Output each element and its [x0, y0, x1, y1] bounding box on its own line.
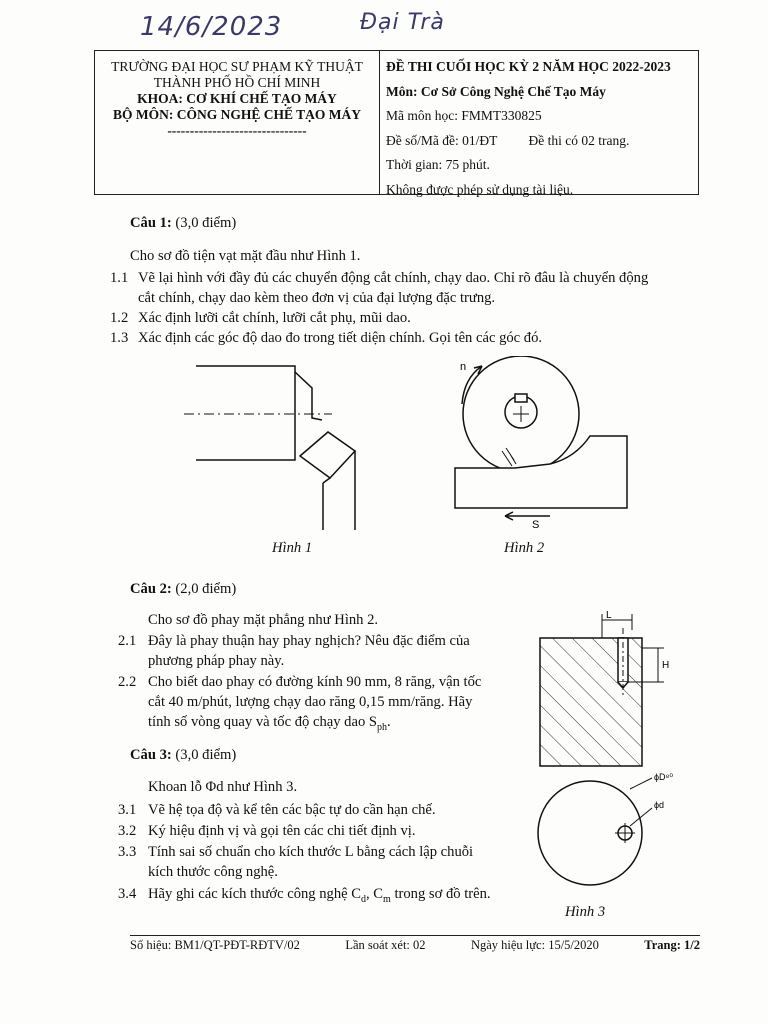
- fig2-s-label: S: [532, 519, 540, 531]
- figure-3-diagram: [520, 606, 690, 906]
- q3-item-text: Ký hiệu định vị và gọi tên các chi tiết định vị.: [148, 823, 416, 839]
- fig3-L-label: L: [606, 610, 612, 621]
- figure-3-caption: Hình 3: [565, 904, 606, 920]
- exam-info: [380, 51, 698, 197]
- form-code: Số hiệu: BM1/QT-PĐT-RĐTV/02: [130, 938, 300, 952]
- handwritten-date: 14/6/2023: [140, 12, 283, 42]
- school-info: [95, 51, 380, 194]
- q3-item-text: Vẽ hệ tọa độ và kể tên các bậc tự do cần hạn chế.: [148, 802, 436, 818]
- q1-item-text: Xác định các góc độ dao đo trong tiết diện chính. Gọi tên các góc đó.: [138, 330, 543, 346]
- q2-item-num: 2.2: [118, 674, 137, 690]
- page-number: Trang: 1/2: [644, 938, 700, 952]
- q2-item-text-last: tính số vòng quay và tốc độ chạy dao $S_{ph}$.: [148, 714, 391, 733]
- q3-item-num: 3.4: [118, 886, 137, 902]
- figure-1-diagram: [180, 358, 380, 538]
- exam-title: ĐỀ THI CUỐI HỌC KỲ 2 NĂM HỌC 2022-2023: [386, 59, 671, 74]
- time-limit: Thời gian: 75 phút.: [386, 157, 490, 172]
- department: BỘ MÔN: CÔNG NGHỆ CHẾ TẠO MÁY: [112, 107, 361, 122]
- q1-item-num: 1.2: [110, 310, 129, 326]
- question-2-points: (2,0 điểm): [175, 581, 237, 597]
- school-name: TRƯỜNG ĐẠI HỌC SƯ PHẠM KỸ THUẬT: [111, 59, 363, 74]
- exam-number: Đề số/Mã đề: 01/ĐT: [386, 132, 498, 148]
- divider-dashes: -------------------------------: [167, 123, 307, 138]
- q3-item-text: Tính sai số chuẩn cho kích thước L bằng cách lập chuỗi: [148, 844, 474, 860]
- q2-item-num: 2.1: [118, 633, 137, 649]
- question-1-intro: Cho sơ đồ tiện vạt mặt đầu như Hình 1.: [130, 248, 361, 264]
- q1-item-num: 1.3: [110, 330, 129, 346]
- workpiece-outline: [196, 366, 295, 460]
- review-number: Lần soát xét: 02: [345, 938, 426, 952]
- q2-item-text: Cho biết dao phay có đường kính 90 mm, 8 răng, vận tốc: [148, 674, 482, 690]
- figure-2-diagram: [440, 356, 640, 536]
- material-rule: Không được phép sử dụng tài liệu.: [386, 181, 574, 197]
- fig2-n-label: n: [460, 361, 467, 373]
- subject-code: Mã môn học: FMMT330825: [386, 108, 542, 123]
- q3-item-num: 3.1: [118, 802, 137, 818]
- workpiece-block: [455, 436, 627, 508]
- page-footer: [130, 935, 700, 953]
- faculty: KHOA: CƠ KHÍ CHẾ TẠO MÁY: [137, 91, 337, 106]
- exam-header: [94, 50, 699, 195]
- figure-1-caption: Hình 1: [272, 540, 313, 556]
- question-1-heading: [130, 213, 236, 234]
- question-3-title: Câu 3:: [130, 747, 172, 763]
- figure-2-caption: Hình 2: [504, 540, 545, 556]
- workpiece-step: [295, 372, 322, 420]
- q3-item-num: 3.2: [118, 823, 137, 839]
- question-2-intro: Cho sơ đồ phay mặt phẳng như Hình 2.: [148, 612, 379, 628]
- q1-item-num: 1.1: [110, 270, 129, 286]
- fig3-H-label: H: [662, 660, 670, 671]
- exam-number-row: [386, 129, 698, 154]
- q1-item-text: cắt chính, chạy dao kèm theo đơn vị của đại lượng đặc trưng.: [138, 290, 496, 306]
- keyway: [515, 394, 527, 402]
- question-3-points: (3,0 điểm): [175, 747, 237, 763]
- question-3-heading: [130, 745, 236, 766]
- question-2-title: Câu 2:: [130, 581, 172, 597]
- fig3-D-label: ϕD⁸⁰: [654, 772, 673, 782]
- page-count: Đề thi có 02 trang.: [528, 132, 630, 148]
- q1-item-text: Xác định lưỡi cắt chính, lưỡi cắt phụ, mũi dao.: [138, 310, 411, 326]
- question-3-intro: Khoan lỗ Φd như Hình 3.: [148, 779, 298, 795]
- question-1-title: Câu 1:: [130, 215, 172, 231]
- subject: Môn: Cơ Sở Công Nghệ Chế Tạo Máy: [386, 83, 606, 99]
- school-city: THÀNH PHỐ HỒ CHÍ MINH: [153, 75, 321, 90]
- q2-item-text: Đây là phay thuận hay phay nghịch? Nêu đặc điểm của: [148, 633, 470, 649]
- q3-item-num: 3.3: [118, 844, 137, 860]
- q2-item-text: phương pháp phay này.: [148, 653, 285, 669]
- q3-item-text-last: Hãy ghi các kích thước công nghệ $C_d$, $C_m$ trong sơ đồ trên.: [148, 886, 491, 905]
- tool-tip: [300, 432, 355, 478]
- question-1-points: (3,0 điểm): [175, 215, 237, 231]
- question-2-heading: [130, 579, 236, 600]
- tool-shank: [323, 451, 355, 530]
- q2-item-text: cắt 40 m/phút, lượng chạy dao răng 0,15 mm/răng. Hãy: [148, 694, 473, 710]
- q3-item-text: kích thước công nghệ.: [148, 864, 278, 880]
- effective-date: Ngày hiệu lực: 15/5/2020: [470, 938, 599, 952]
- fig3-d-label: ϕd: [654, 800, 665, 810]
- q1-item-text: Vẽ lại hình với đầy đủ các chuyển động cắt chính, chạy dao. Chỉ rõ đâu là chuyển động: [138, 270, 649, 286]
- handwritten-name: Đại Trà: [360, 10, 445, 35]
